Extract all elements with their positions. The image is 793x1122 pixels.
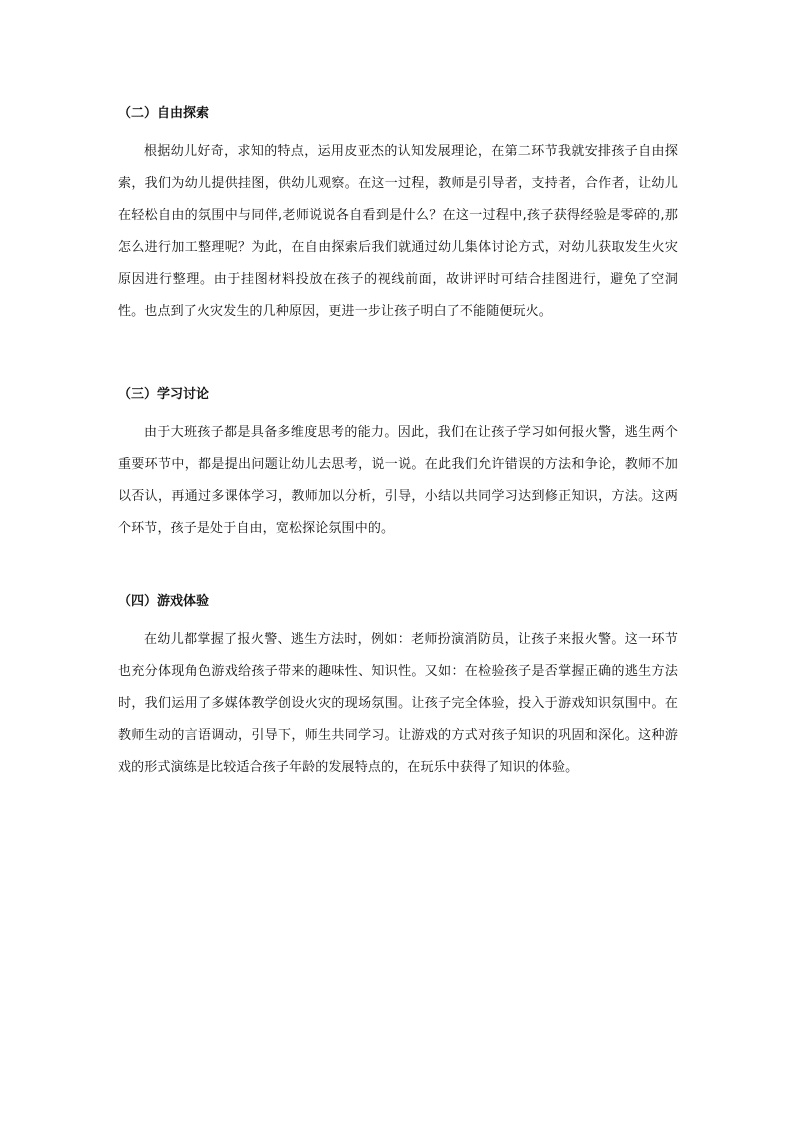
section-heading: （三）学习讨论 [118,387,210,402]
section-free-exploration [118,104,678,328]
section-heading: （二）自由探索 [118,106,210,121]
section-heading: （四）游戏体验 [118,594,210,609]
section-paragraph: 在幼儿都掌握了报火警、逃生方法时，例如：老师扮演消防员，让孩子来报火警。这一环节也充分体现角色游戏给孩子带来的趣味性、知识性。又如：在检验孩子是否掌握正确的逃生方法时，我们运用了多媒体教学创设火灾的现场氛围。让孩子完全体验，投入于游戏知识氛围中。在教师生动的言语调动，引导下，师生共同学习。让游戏的方式对孩子知识的巩固和深化。这种游戏的形式演练是比较适合孩子年龄的发展特点的，在玩乐中获得了知识的体验。 [118,632,678,775]
section-paragraph: 由于大班孩子都是具备多维度思考的能力。因此，我们在让孩子学习如何报火警，逃生两个重要环节中，都是提出问题让幼儿去思考，说一说。在此我们允许错误的方法和争论，教师不加以否认，再通过多课体学习，教师加以分析，引导，小结以共同学习达到修正知识，方法。这两个环节，孩子是处于自由，宽松探论氛围中的。 [118,425,678,536]
section-paragraph: 根据幼儿好奇，求知的特点，运用皮亚杰的认知发展理论，在第二环节我就安排孩子自由探索，我们为幼儿提供挂图，供幼儿观察。在这一过程，教师是引导者，支持者，合作者，让幼儿在轻松自由的氛围中与同伴,老师说说各自看到是什么？在这一过程中,孩子获得经验是零碎的,那怎么进行加工整理呢？为此，在自由探索后我们就通过幼儿集体讨论方式，对幼儿获取发生火灾原因进行整理。由于挂图材料投放在孩子的视线前面，故讲评时可结合挂图进行，避免了空洞性。也点到了火灾发生的几种原因，更进一步让孩子明白了不能随便玩火。 [118,144,678,319]
section-learning-discussion [118,385,678,545]
section-game-experience [118,592,678,784]
